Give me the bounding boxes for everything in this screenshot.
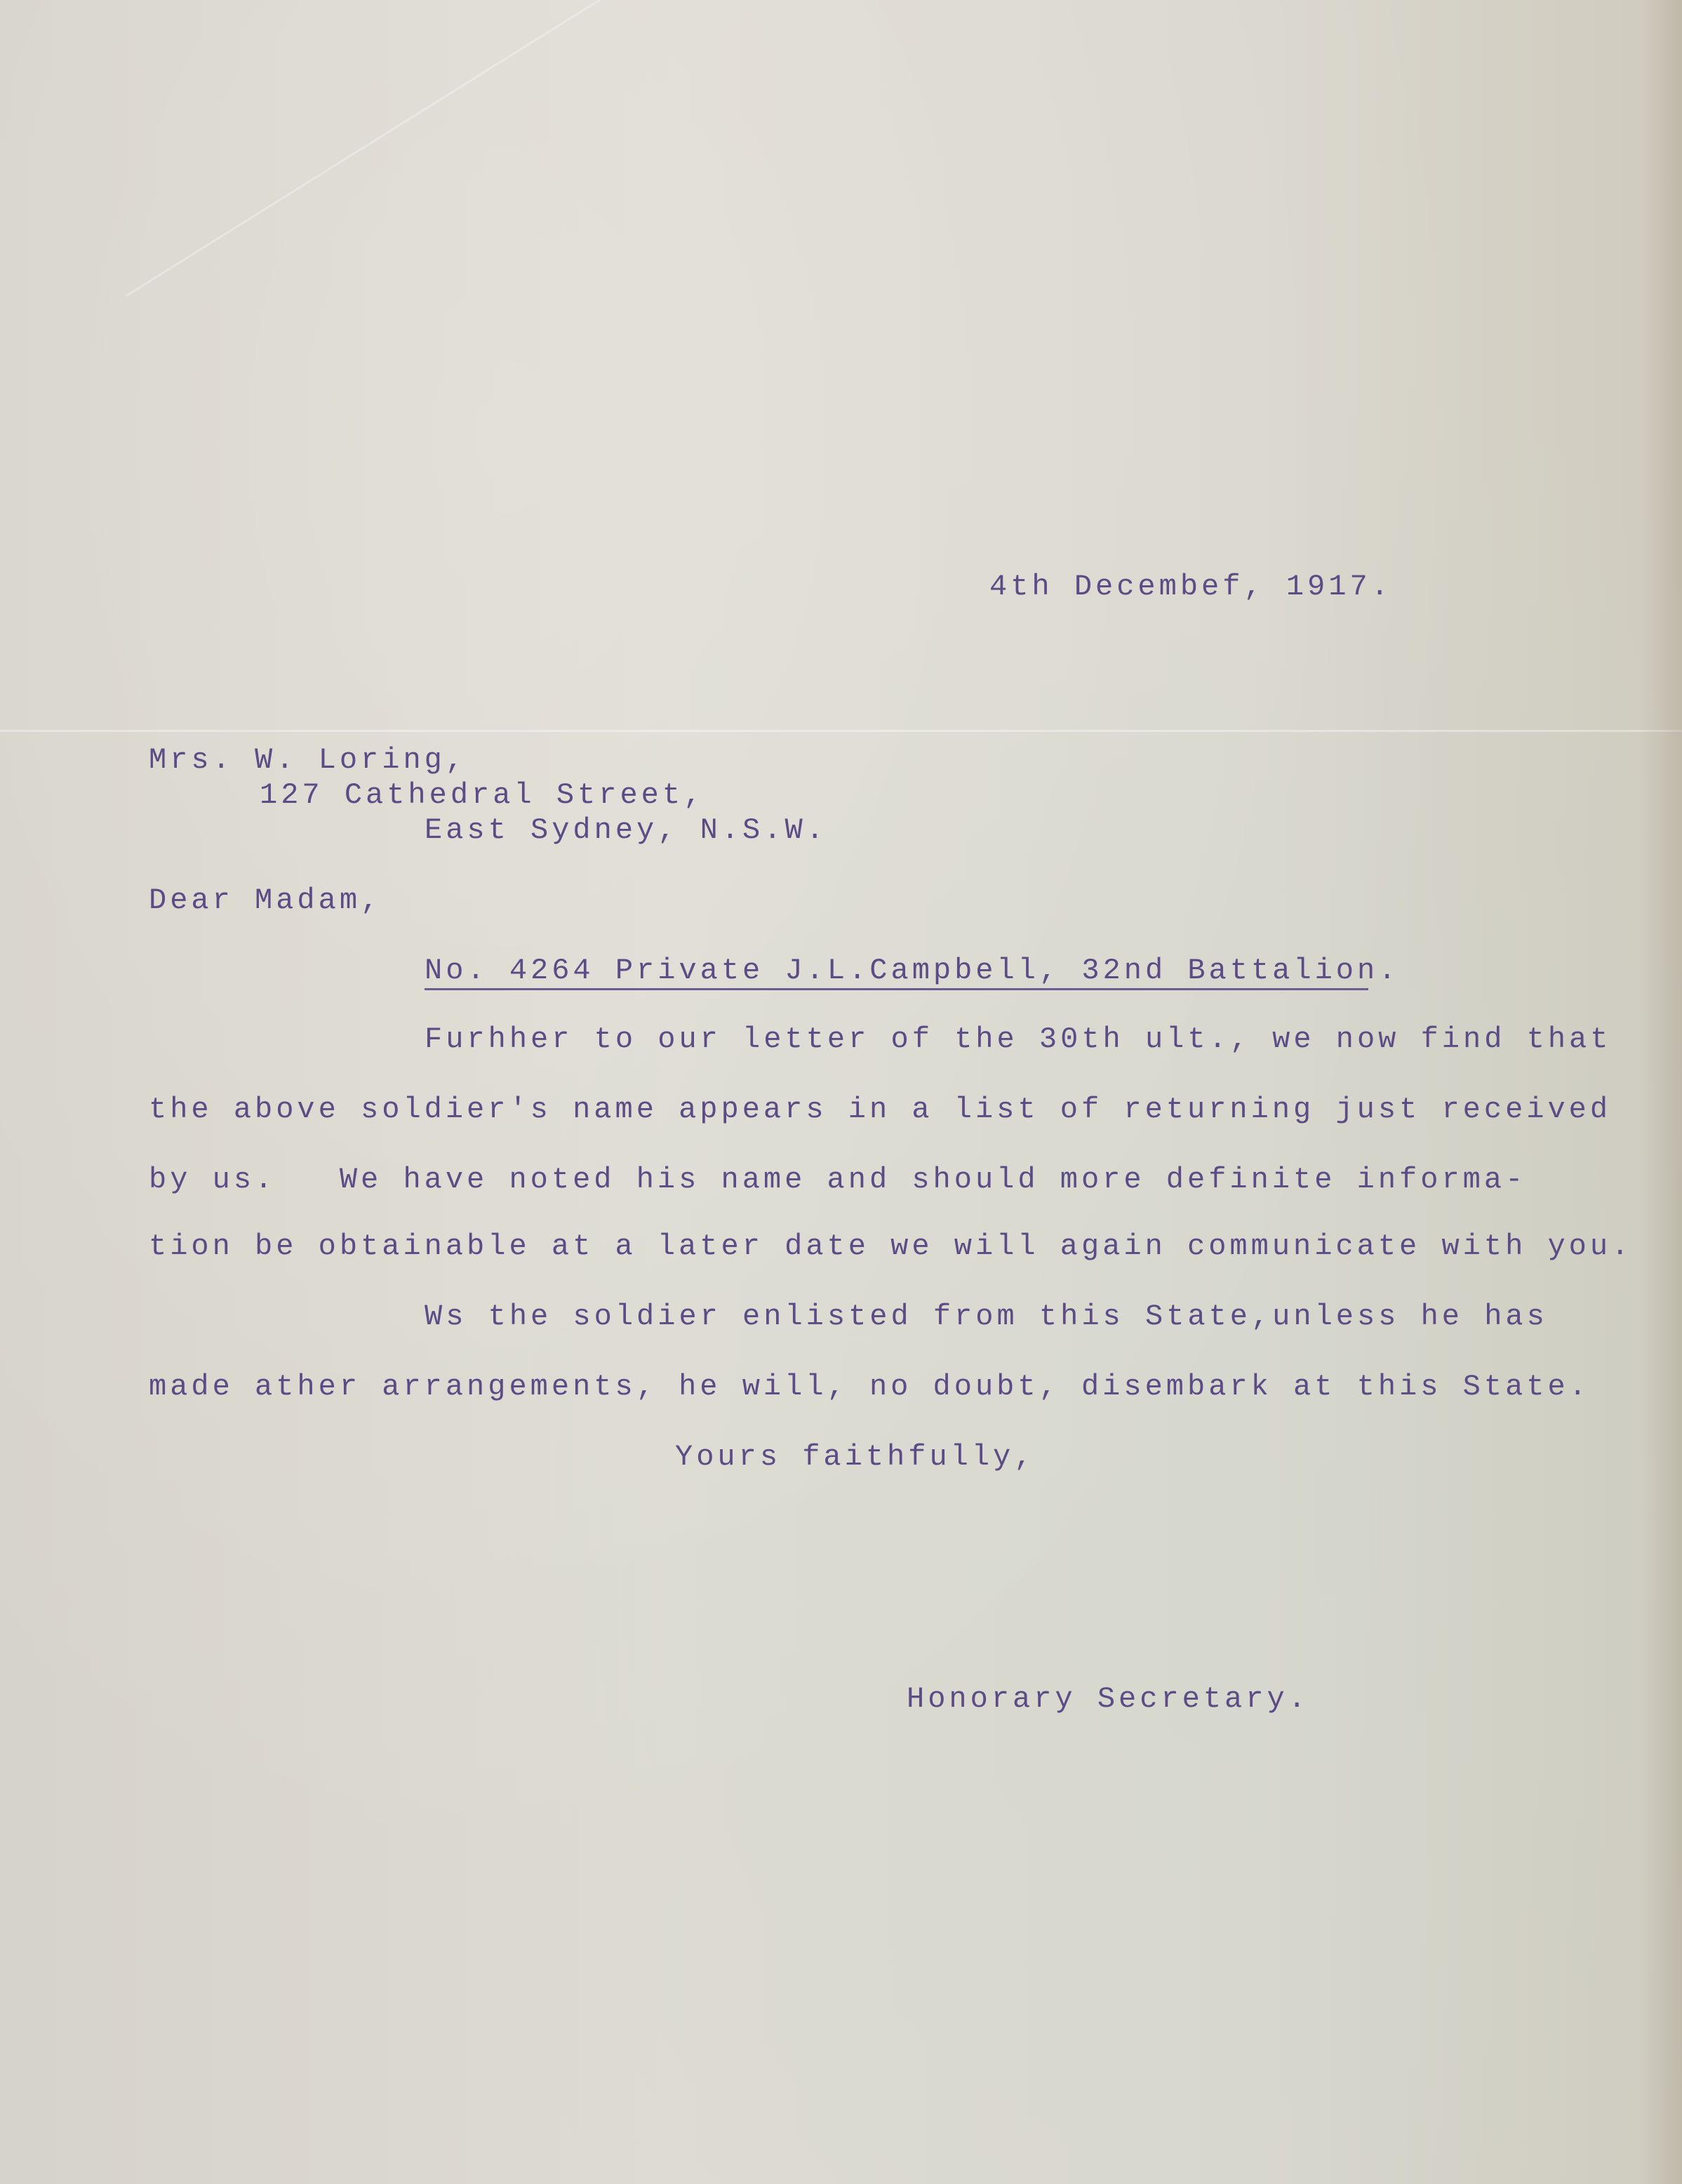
body-line: by us. We have noted his name and should more definite informa- [149, 1163, 1527, 1197]
body-line: the above soldier's name appears in a list of returning just received [149, 1093, 1612, 1126]
body-line: Ws the soldier enlisted from this State,unless he has [425, 1300, 1548, 1333]
salutation: Dear Madam, [149, 884, 382, 917]
body-line: Furhher to our letter of the 30th ult., we now find that [425, 1023, 1612, 1056]
closing: Yours faithfully, [675, 1440, 1036, 1474]
paper-crease-diagonal [126, 0, 662, 297]
body-line: tion be obtainable at a later date we will again communicate with you. [149, 1230, 1633, 1263]
body-line: made ather arrangements, he will, no doubt, disembark at this State. [149, 1370, 1590, 1404]
paper-edge-shadow [1640, 0, 1682, 2184]
addressee-name: Mrs. W. Loring, [149, 743, 467, 777]
subject-underline [425, 988, 1368, 990]
subject-line: No. 4264 Private J.L.Campbell, 32nd Battalion. [425, 954, 1400, 987]
addressee-city: East Sydney, N.S.W. [425, 813, 827, 847]
letter-date: 4th Decembef, 1917. [989, 570, 1392, 604]
paper-crease [0, 730, 1682, 732]
signature-title: Honorary Secretary. [907, 1682, 1309, 1716]
addressee-street: 127 Cathedral Street, [260, 778, 705, 812]
